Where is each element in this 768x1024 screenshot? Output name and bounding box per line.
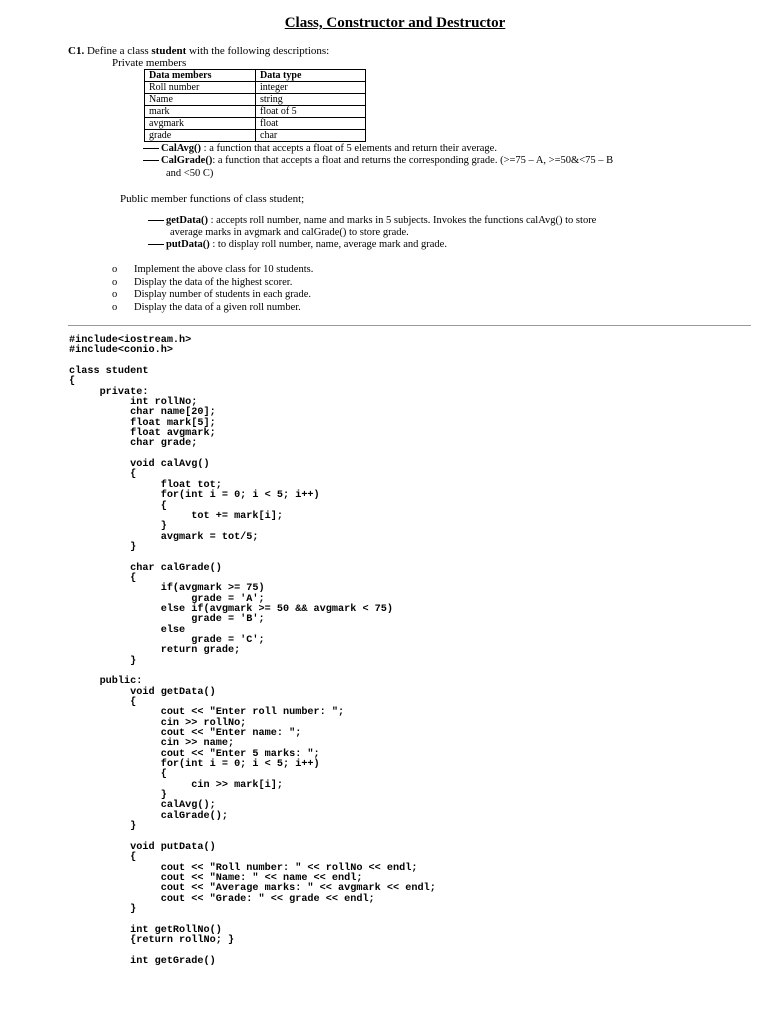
table-cell: integer (256, 82, 366, 94)
list-item (112, 289, 313, 302)
function-desc: : a function that accepts a float and returns the corresponding grade. (>=75 – A, >=50&<75 – B (212, 155, 614, 166)
question-text-pre: Define a class (86, 45, 152, 57)
bullet-line-icon (143, 148, 159, 149)
question-text-post: with the following descriptions: (186, 45, 330, 57)
list-marker: o (112, 301, 118, 313)
table-row (145, 118, 366, 130)
table-row (145, 106, 366, 118)
question-statement (68, 45, 329, 57)
private-function-calavg (143, 143, 497, 155)
list-item (112, 277, 313, 290)
table-cell: float (256, 118, 366, 130)
task-text: Display the data of a given roll number. (134, 301, 301, 313)
function-desc: : a function that accepts a float of 5 elements and return their average. (201, 143, 497, 154)
table-row (145, 130, 366, 142)
private-function-calgrade-cont: and <50 C) (166, 168, 214, 179)
function-name: putData() (166, 239, 210, 250)
table-row (145, 82, 366, 94)
table-cell: grade (145, 130, 256, 142)
function-name: CalAvg() (161, 143, 202, 154)
table-cell: char (256, 130, 366, 142)
table-header-row (145, 70, 366, 82)
table-cell: Name (145, 94, 256, 106)
table-header-cell: Data type (256, 70, 366, 82)
bullet-line-icon (148, 244, 164, 245)
table-cell: mark (145, 106, 256, 118)
list-marker: o (112, 276, 118, 288)
horizontal-divider (68, 325, 751, 326)
list-item (112, 302, 313, 315)
bullet-line-icon (143, 160, 159, 161)
public-function-getdata-cont: average marks in avgmark and calGrade() to store grade. (170, 227, 409, 238)
table-cell: string (256, 94, 366, 106)
list-item (112, 264, 313, 277)
list-marker: o (112, 264, 118, 275)
table-row (145, 94, 366, 106)
public-function-getdata (148, 215, 596, 227)
function-name: CalGrade() (161, 155, 213, 166)
task-list (112, 264, 313, 314)
task-text: Implement the above class for 10 students. (134, 264, 314, 275)
table-cell: avgmark (145, 118, 256, 130)
page-title: Class, Constructor and Destructor (284, 15, 506, 31)
function-desc: : accepts roll number, name and marks in 5 subjects. Invokes the functions calAvg() to store (207, 215, 597, 226)
public-function-putdata (148, 239, 447, 251)
table-header-cell: Data members (145, 70, 256, 82)
public-functions-label: Public member functions of class student; (120, 193, 305, 205)
code-listing: #include<iostream.h> #include<conio.h> class student { private: int rollNo; char name[20]; float mark[5]; float avgmark; char grade; void calAvg() { float tot; for(int i = 0; i < 5; i++) { tot += mark[i]; } avgmark = tot/5; } char calGrade() { if(avgmark >= 75) grade = 'A'; else if(avgmark >= 50 && avgmark < 75) grade = 'B'; else grade = 'C'; return grade; } public: void getData() { cout << "Enter roll number: "; cin >> rollNo; cout << "Enter name: "; cin >> name; cout << "Enter 5 marks: "; for(int i = 0; i < 5; i++) { cin >> mark[i]; } calAvg(); calGrade(); } void putData() { cout << "Roll number: " << rollNo << endl; cout << "Name: " << name << endl; cout << "Average marks: " << avgmark << endl; cout << "Grade: " << grade << endl; } int getRollNo() {return rollNo; } int getGrade() (69, 335, 436, 967)
private-function-calgrade (143, 155, 723, 167)
list-marker: o (112, 289, 118, 300)
table-cell: float of 5 (256, 106, 366, 118)
bullet-line-icon (148, 220, 164, 221)
task-text: Display the data of the highest scorer. (134, 276, 293, 288)
function-name: getData() (166, 215, 208, 226)
task-text: Display number of students in each grade. (134, 289, 311, 300)
table-cell: Roll number (145, 82, 256, 94)
private-members-label: Private members (112, 57, 187, 69)
data-members-table (144, 69, 366, 142)
question-class-name: student (151, 45, 187, 57)
function-desc: : to display roll number, name, average mark and grade. (209, 239, 447, 250)
question-number: C1. (68, 45, 85, 57)
